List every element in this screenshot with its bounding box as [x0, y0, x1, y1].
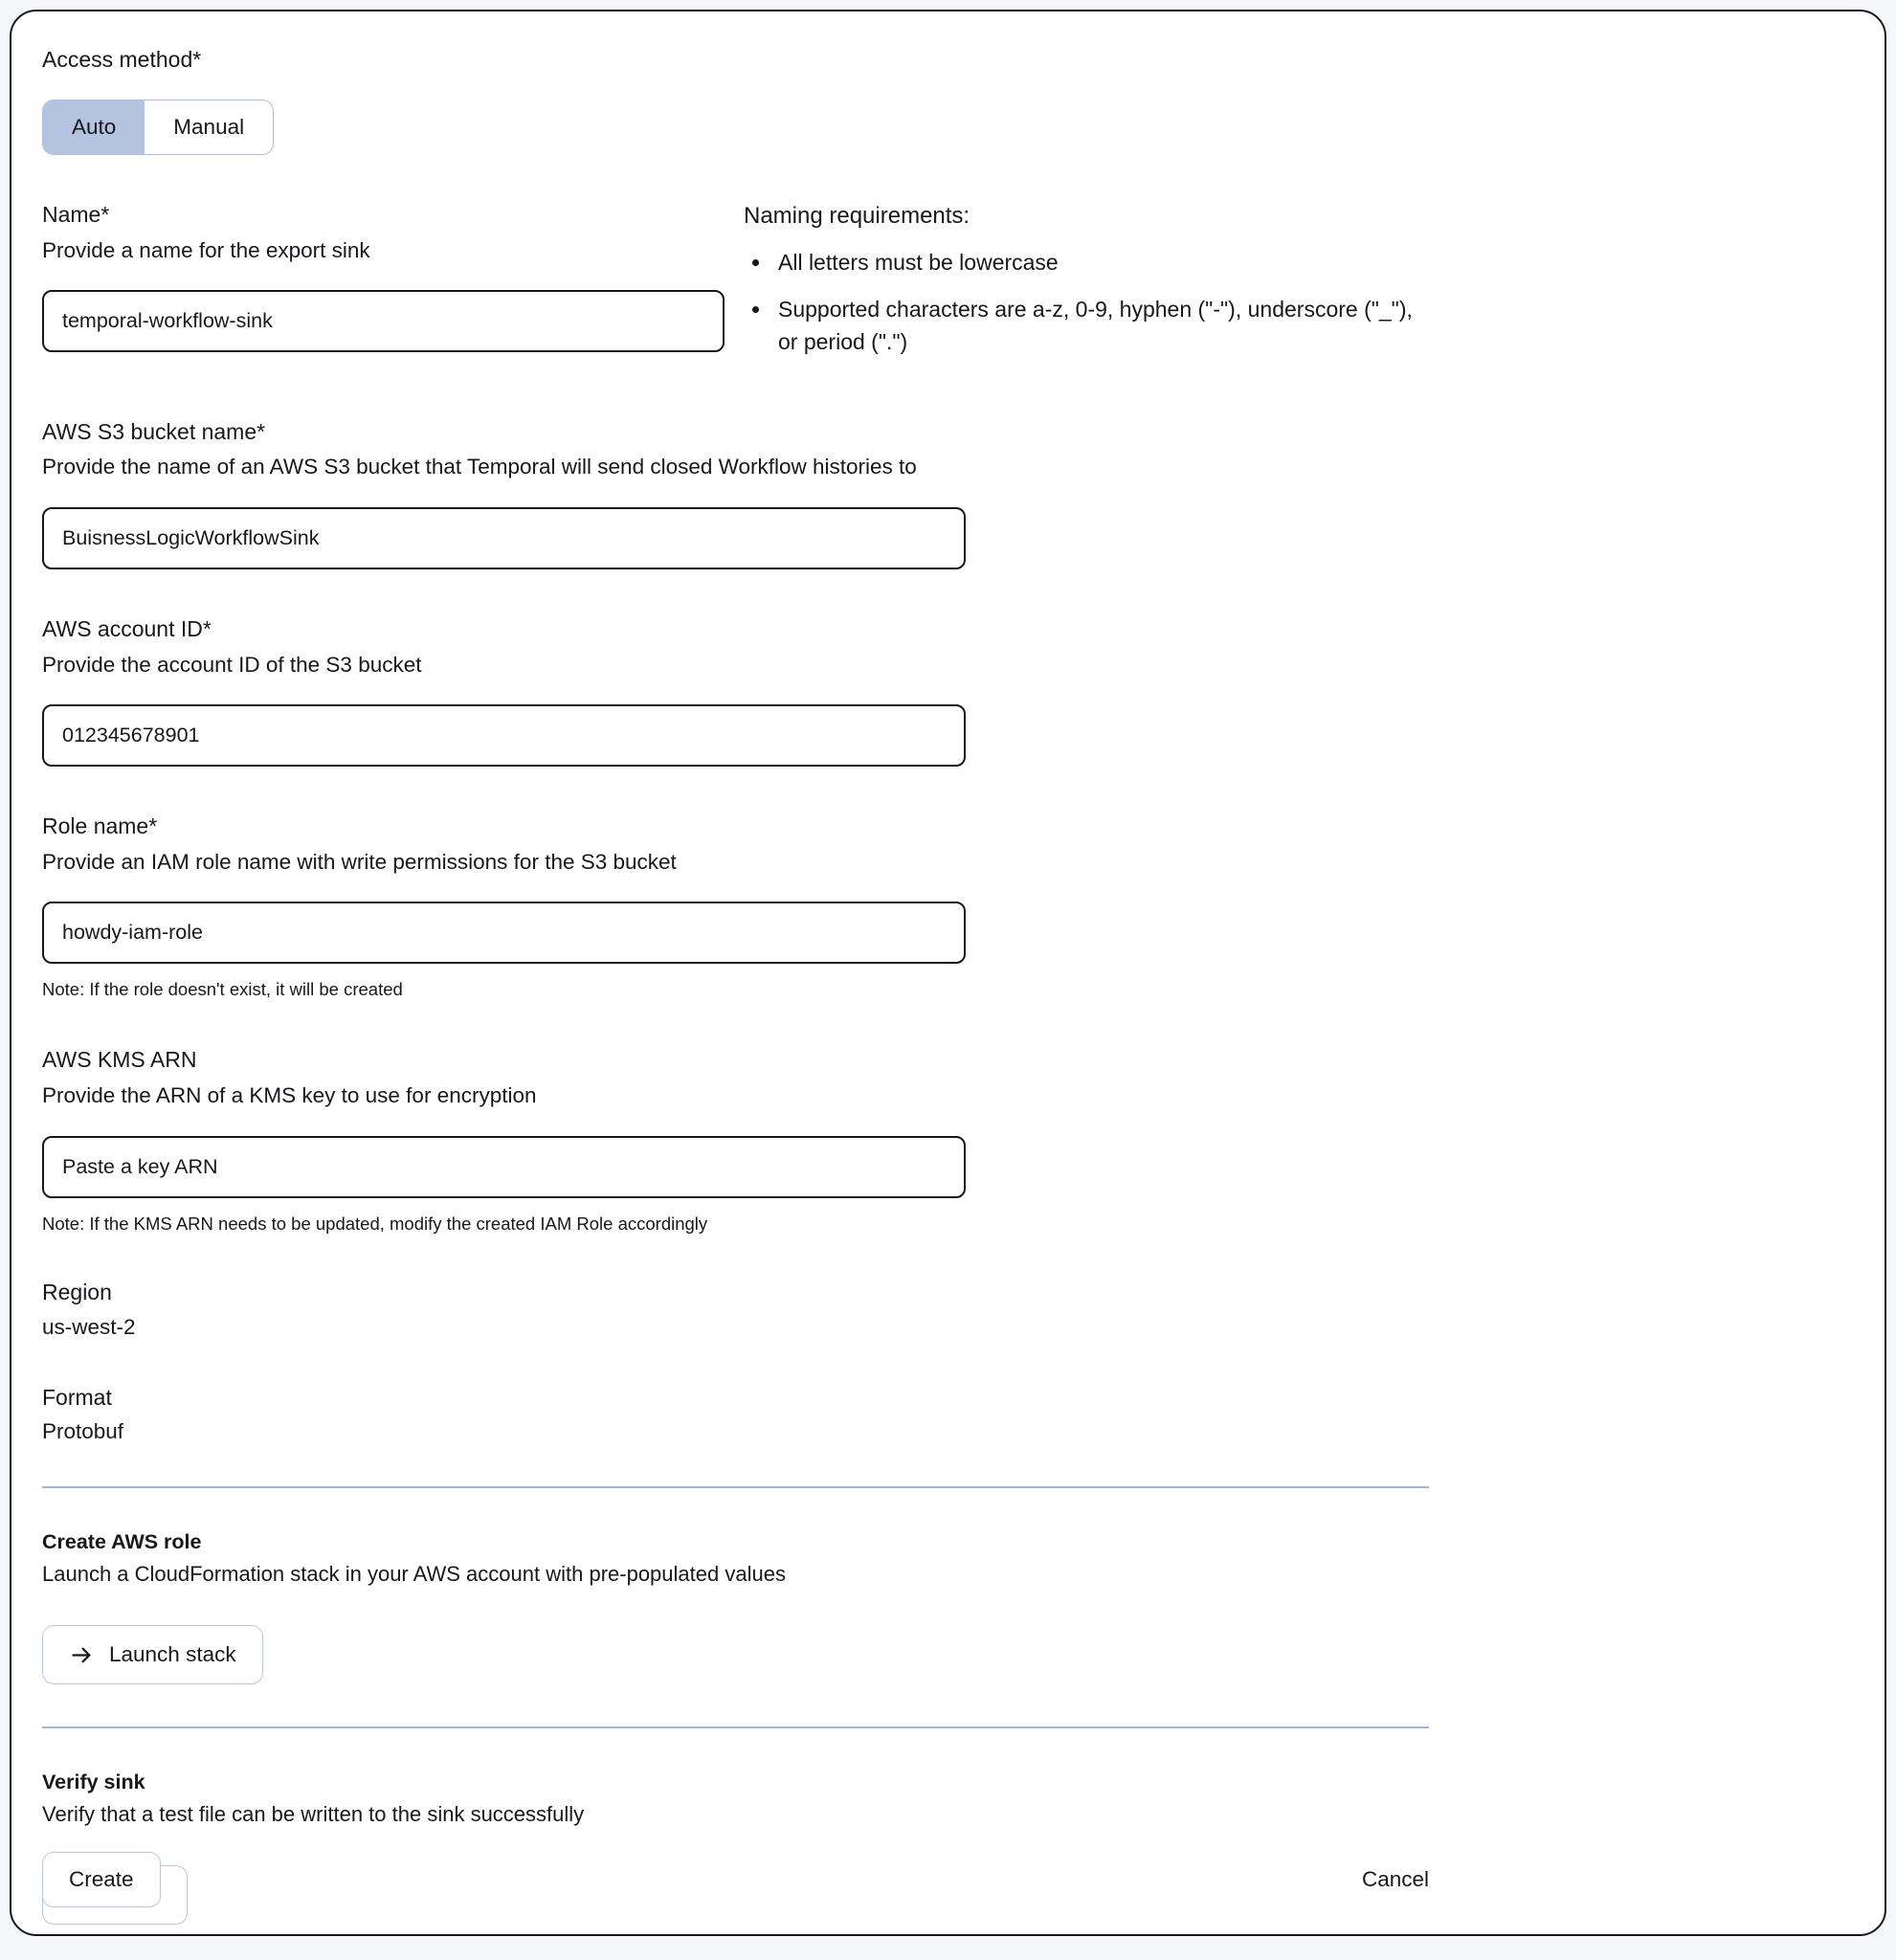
cancel-button[interactable]: Cancel: [1361, 1867, 1429, 1891]
export-sink-form-card: [10, 10, 1886, 1936]
kms-note: Note: If the KMS ARN needs to be updated, modify the created IAM Role accordingly: [42, 1213, 708, 1234]
name-field-group: [42, 201, 725, 372]
role-description: Provide an IAM role name with write permissions for the S3 bucket: [42, 850, 677, 874]
format-block: [42, 1384, 1846, 1445]
name-input[interactable]: [42, 290, 725, 352]
format-label: Format: [42, 1384, 112, 1410]
section-divider: [42, 1726, 1429, 1728]
verify-sink-description: Verify that a test file can be written to the sink successfully: [42, 1802, 585, 1827]
kms-description: Provide the ARN of a KMS key to use for encryption: [42, 1083, 537, 1108]
form-footer: [42, 1852, 1429, 1907]
name-description: Provide a name for the export sink: [42, 237, 370, 262]
kms-field-group: [42, 1046, 1846, 1234]
access-method-toggle[interactable]: [42, 100, 274, 155]
account-field-group: [42, 615, 1846, 767]
region-block: [42, 1279, 1846, 1340]
access-method-label: Access method*: [42, 47, 202, 72]
bucket-input[interactable]: [42, 507, 966, 569]
region-value: us-west-2: [42, 1314, 136, 1339]
naming-requirement-item: • All letters must be lowercase: [772, 246, 1430, 279]
bucket-label: AWS S3 bucket name*: [42, 418, 266, 444]
account-label: AWS account ID*: [42, 615, 212, 641]
launch-stack-button[interactable]: [42, 1625, 263, 1684]
access-method-option-manual[interactable]: Manual: [145, 100, 273, 154]
kms-label: AWS KMS ARN: [42, 1047, 197, 1073]
bucket-description: Provide the name of an AWS S3 bucket that Temporal will send closed Workflow histories to: [42, 455, 917, 479]
account-input[interactable]: [42, 704, 966, 767]
naming-requirements-list: [744, 246, 1430, 359]
arrow-right-icon: [69, 1642, 95, 1668]
verify-sink-title: Verify sink: [42, 1771, 145, 1794]
naming-requirements-title: Naming requirements:: [744, 202, 970, 229]
launch-stack-button-label: Launch stack: [109, 1642, 236, 1667]
name-label: Name*: [42, 201, 110, 227]
create-aws-role-title: Create AWS role: [42, 1530, 202, 1554]
role-label: Role name*: [42, 813, 158, 839]
naming-requirements: [744, 201, 1430, 372]
region-label: Region: [42, 1279, 112, 1304]
role-field-group: [42, 813, 1846, 1000]
role-input[interactable]: [42, 902, 966, 964]
naming-requirement-item: • Supported characters are a-z, 0-9, hyphen ("-"), underscore ("_"), or period ("."): [772, 293, 1430, 359]
kms-input[interactable]: [42, 1136, 966, 1198]
bucket-field-group: [42, 418, 1846, 569]
format-value: Protobuf: [42, 1419, 124, 1444]
create-aws-role-section: [42, 1530, 1846, 1684]
access-method-option-auto[interactable]: Auto: [43, 100, 145, 154]
section-divider: [42, 1486, 1429, 1488]
name-and-requirements-row: [42, 201, 1846, 372]
create-aws-role-description: Launch a CloudFormation stack in your AWS account with pre-populated values: [42, 1562, 786, 1587]
account-description: Provide the account ID of the S3 bucket: [42, 652, 422, 677]
create-button[interactable]: Create: [42, 1852, 161, 1907]
role-note: Note: If the role doesn't exist, it will be created: [42, 979, 403, 1000]
